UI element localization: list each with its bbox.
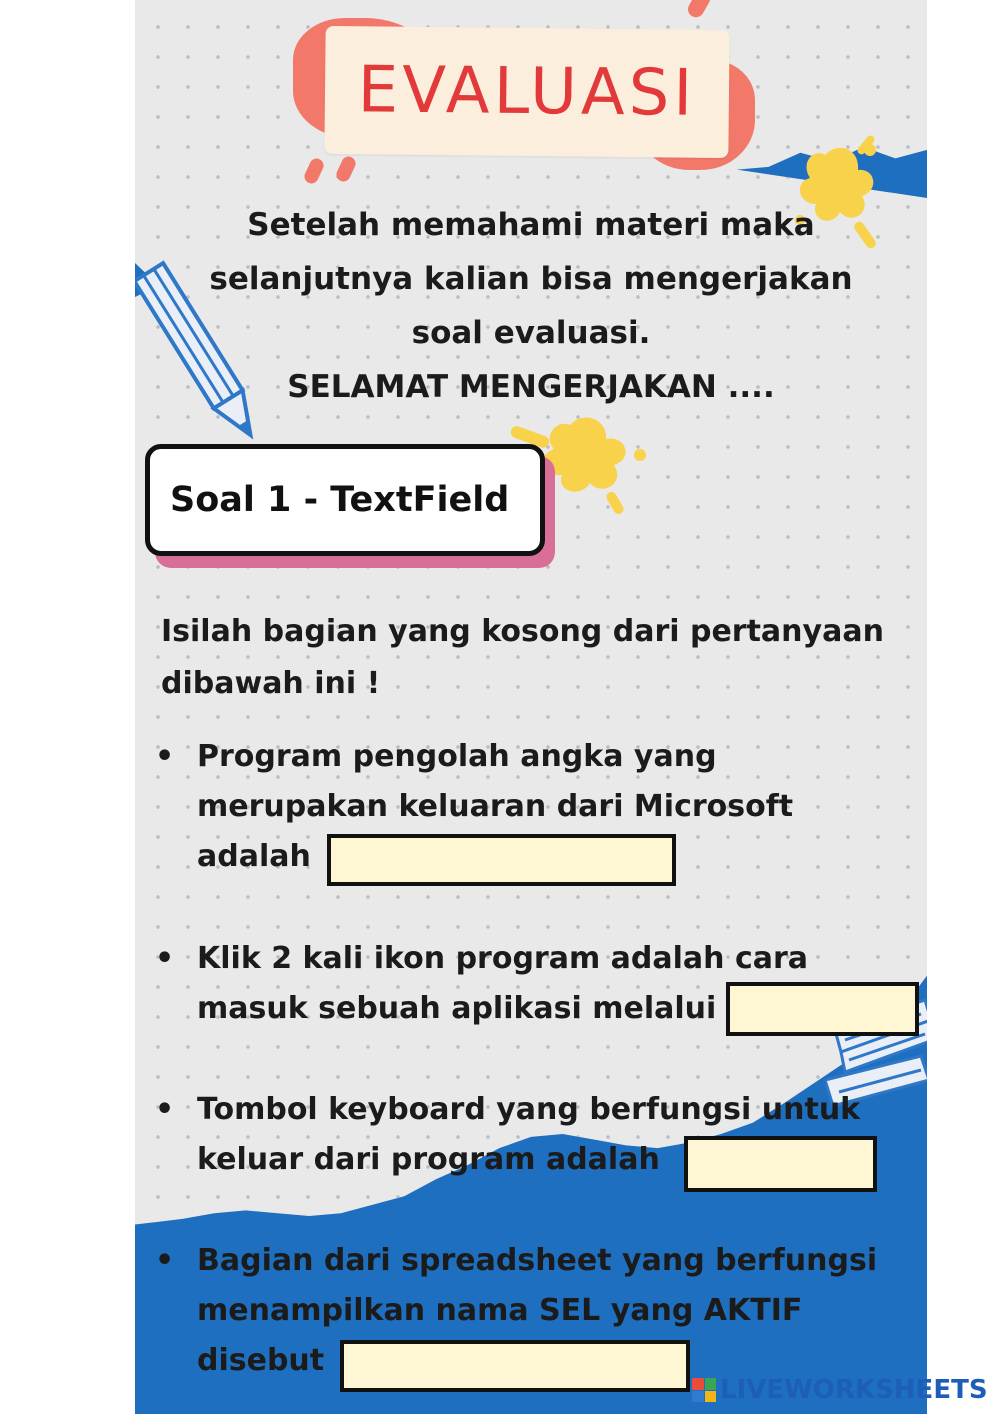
- bullet: •: [155, 1243, 175, 1278]
- bullet: •: [155, 1092, 175, 1127]
- question-line: menampilkan nama SEL yang AKTIF: [197, 1293, 803, 1328]
- question-line: Tombol keyboard yang berfungsi untuk: [197, 1092, 861, 1127]
- answer-box-3: [684, 1136, 877, 1192]
- answer-box-2: [726, 982, 919, 1036]
- bullet: •: [155, 739, 175, 774]
- section-label-box: [145, 444, 545, 556]
- worksheet-page: [135, 0, 927, 1414]
- instruction-line: Isilah bagian yang kosong dari pertanyaan: [161, 614, 884, 649]
- answer-input-1[interactable]: [331, 838, 672, 882]
- bullet: •: [155, 941, 175, 976]
- answer-input-4[interactable]: [344, 1344, 686, 1388]
- intro-text: [175, 198, 887, 414]
- question-line: Program pengolah angka yang: [197, 739, 717, 774]
- page-title: EVALUASI: [357, 53, 697, 131]
- section-label: Soal 1 - TextField: [170, 480, 510, 520]
- answer-box-4: [340, 1340, 690, 1392]
- title-card: [324, 26, 729, 158]
- question-line: Klik 2 kali ikon program adalah cara: [197, 941, 809, 976]
- answer-input-2[interactable]: [730, 986, 915, 1032]
- intro-line: SELAMAT MENGERJAKAN ....: [287, 369, 775, 405]
- instruction-text: [161, 606, 901, 710]
- intro-line: soal evaluasi.: [411, 315, 651, 351]
- question-line: masuk sebuah aplikasi melalui: [197, 991, 717, 1026]
- intro-line: Setelah memahami materi maka: [247, 207, 815, 243]
- intro-line: selanjutnya kalian bisa mengerjakan: [209, 261, 853, 297]
- liveworksheets-logo-icon: [692, 1378, 716, 1402]
- liveworksheets-watermark: [692, 1376, 988, 1404]
- answer-input-3[interactable]: [688, 1140, 873, 1188]
- question-line: keluar dari program adalah: [197, 1142, 660, 1177]
- question-line: adalah: [197, 839, 311, 874]
- question-line: Bagian dari spreadsheet yang berfungsi: [197, 1243, 878, 1278]
- question-line: disebut: [197, 1343, 325, 1378]
- instruction-line: dibawah ini !: [161, 666, 381, 701]
- watermark-text: LIVEWORKSHEETS: [720, 1375, 988, 1405]
- answer-box-1: [327, 834, 676, 886]
- question-line: merupakan keluaran dari Microsoft: [197, 789, 794, 824]
